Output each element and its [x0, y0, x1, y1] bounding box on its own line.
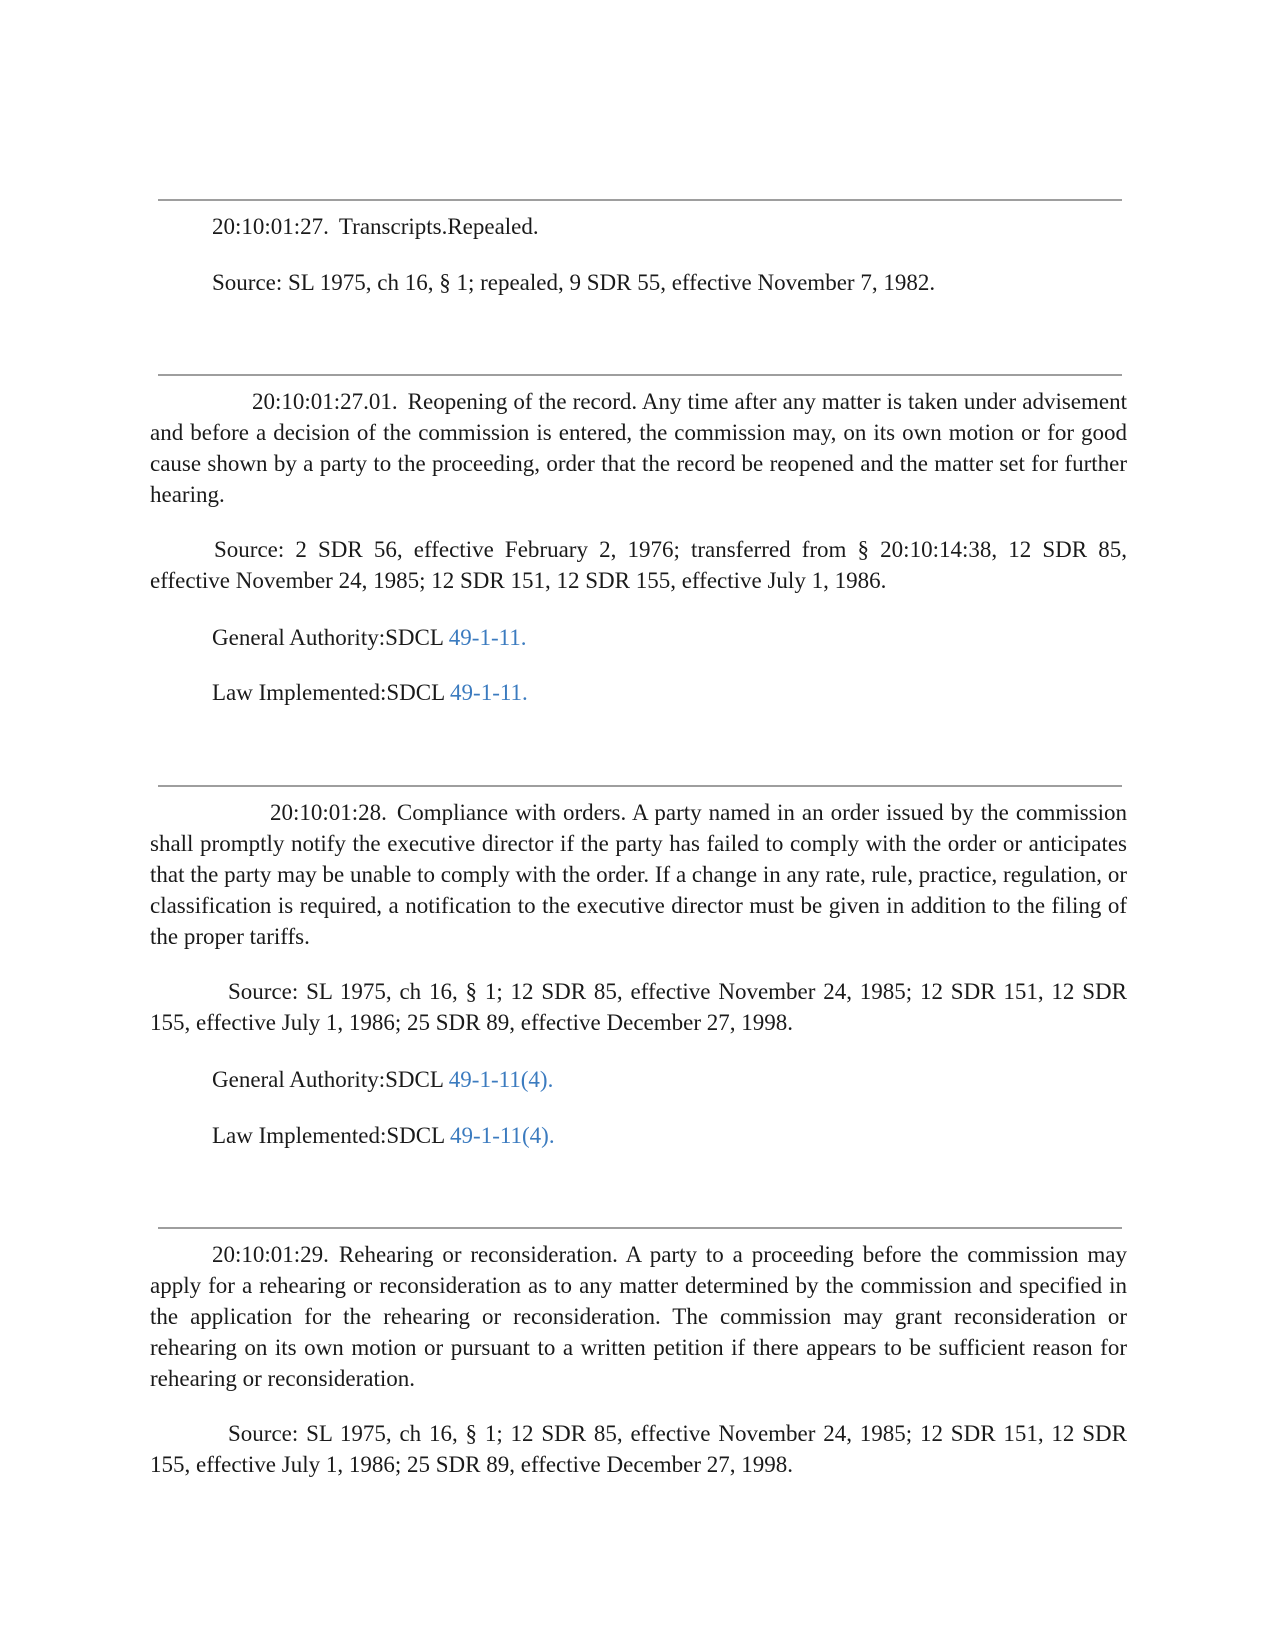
- section-text: [150, 386, 1127, 510]
- general-authority: [212, 622, 527, 653]
- section-divider: [158, 199, 1122, 201]
- section-source: Source: 2 SDR 56, effective February 2, 1976; transferred from § 20:10:14:38, 12 SDR 85, effective November 24, 1985; 12 SDR 151, 12 SDR 155, effective July 1, 1986.: [150, 537, 1127, 593]
- section-number: 20:10:01:29.: [212, 1242, 329, 1267]
- section-title: Reopening of the record.: [407, 389, 638, 414]
- general-authority-label: General Authority:SDCL: [212, 625, 449, 650]
- statute-link[interactable]: 49-1-11.: [450, 680, 528, 705]
- law-implemented: [212, 1120, 555, 1151]
- section-source: Source: SL 1975, ch 16, § 1; 12 SDR 85, effective November 24, 1985; 12 SDR 151, 12 SDR 155, effective July 1, 1986; 25 SDR 89, effective December 27, 1998.: [150, 979, 1127, 1035]
- section-divider: [158, 1227, 1122, 1229]
- section-body: A party to a proceeding before the commission may apply for a rehearing or reconsideration as to any matter determined by the commission and specified in the application for the rehearing or reconsideration. The commission may grant reconsideration or rehearing on its own motion or pursuant to a written petition if there appears to be sufficient reason for rehearing or reconsideration.: [150, 1242, 1127, 1391]
- section-text: [150, 797, 1127, 952]
- general-authority-label: General Authority:SDCL: [212, 1067, 449, 1092]
- section-body: A party named in an order issued by the commission shall promptly notify the executive director if the party has failed to comply with the order or anticipates that the party may be unable to comply with the order. If a change in any rate, rule, practice, regulation, or classification is required, a notification to the executive director must be given in addition to the filing of the proper tariffs.: [150, 800, 1127, 949]
- statute-link[interactable]: 49-1-11(4).: [450, 1123, 555, 1148]
- section-title: Compliance with orders.: [396, 800, 627, 825]
- section-heading-line: [212, 211, 539, 242]
- law-implemented: [212, 677, 528, 708]
- general-authority: [212, 1064, 553, 1095]
- law-implemented-label: Law Implemented:SDCL: [212, 680, 451, 705]
- section-title: Transcripts.Repealed.: [338, 214, 539, 239]
- section-body: Any time after any matter is taken under advisement and before a decision of the commission is entered, the commission may, on its own motion or for good cause shown by a party to the proceeding, order that the record be reopened and the matter set for further hearing.: [150, 389, 1127, 507]
- section-number: 20:10:01:27.: [212, 214, 329, 239]
- section-divider: [158, 785, 1122, 787]
- statute-link[interactable]: 49-1-11.: [448, 625, 527, 650]
- section-source: Source: SL 1975, ch 16, § 1; repealed, 9 SDR 55, effective November 7, 1982.: [212, 270, 936, 295]
- statute-link[interactable]: 49-1-11(4).: [448, 1067, 554, 1092]
- section-divider: [158, 374, 1122, 376]
- section-number: 20:10:01:28.: [270, 800, 387, 825]
- law-implemented-label: Law Implemented:SDCL: [212, 1123, 451, 1148]
- section-source: Source: SL 1975, ch 16, § 1; 12 SDR 85, effective November 24, 1985; 12 SDR 151, 12 SDR 155, effective July 1, 1986; 25 SDR 89, effective December 27, 1998.: [150, 1421, 1127, 1477]
- section-text: [150, 1239, 1127, 1394]
- section-title: Rehearing or reconsideration.: [338, 1242, 618, 1267]
- section-number: 20:10:01:27.01.: [252, 389, 398, 414]
